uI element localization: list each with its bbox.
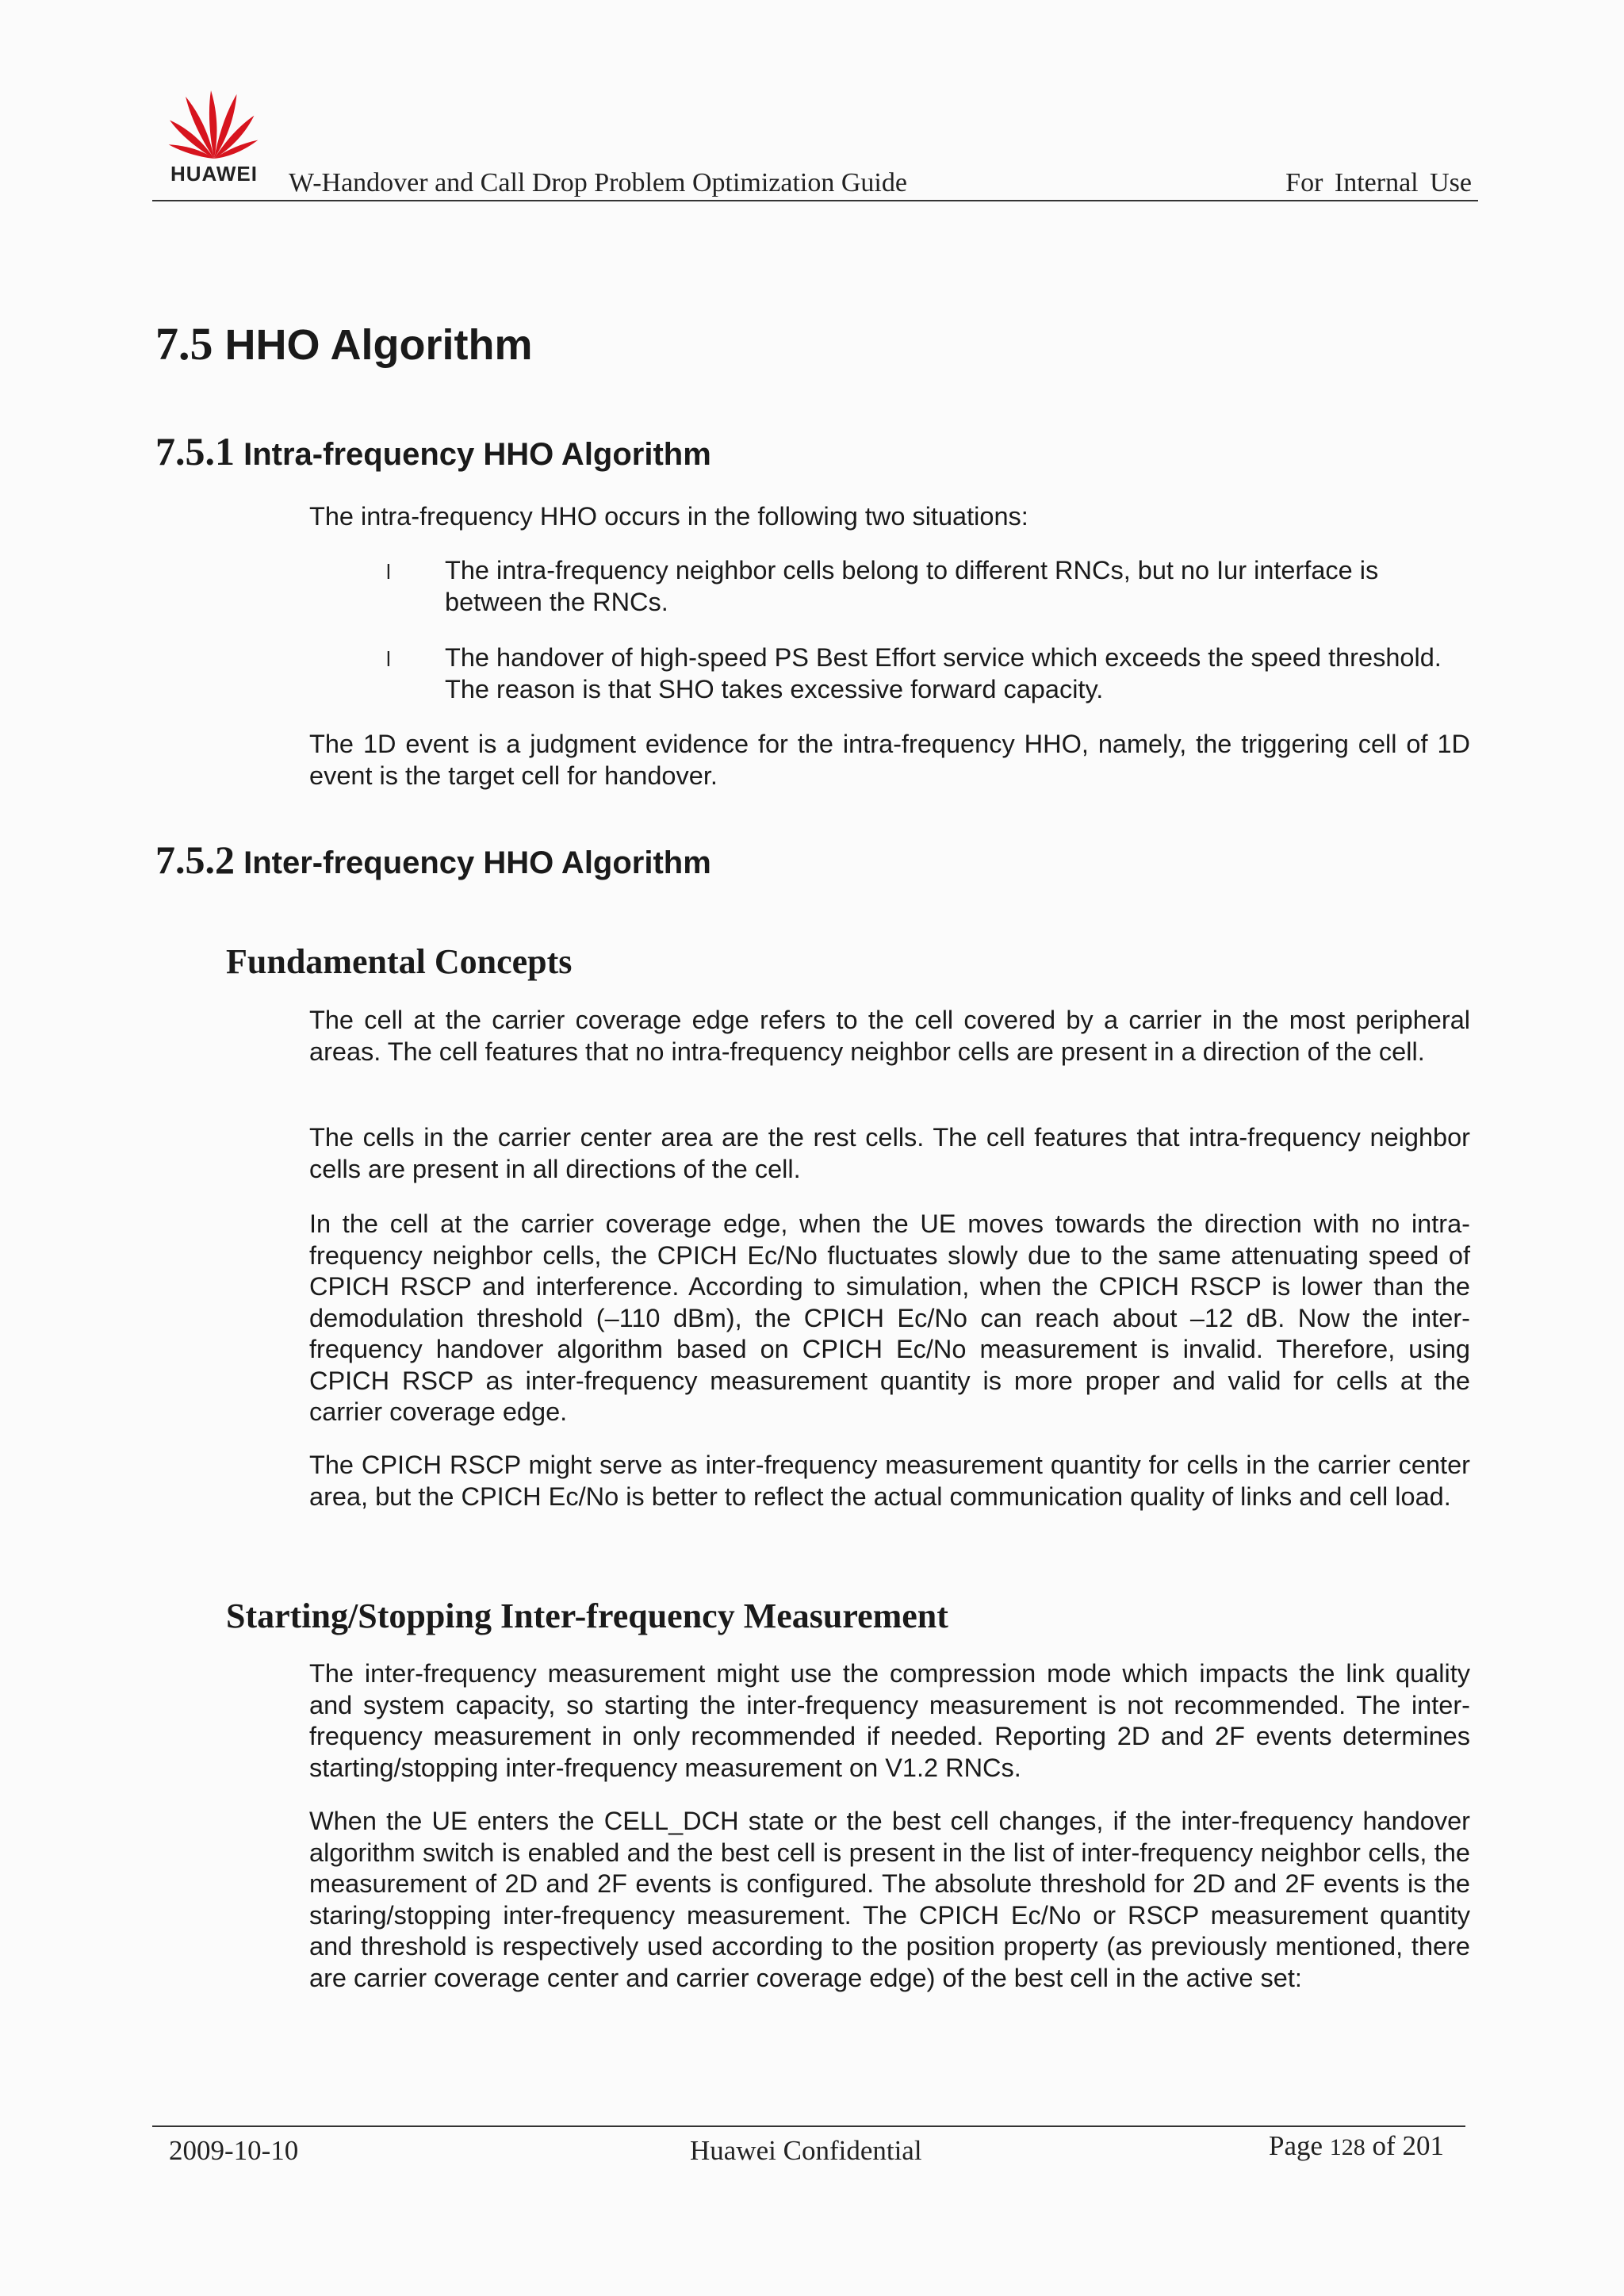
footer-divider: [152, 2125, 1465, 2127]
paragraph: The inter-frequency measurement might use the compression mode which impacts the link quality and system capacity, so starting the inter-frequency measurement is not recommended. The inter-frequency measurement in only recommended if needed. Reporting 2D and 2F events determines starting/stopping inter-frequency measurement on V1.2 RNCs.: [309, 1659, 1470, 1782]
section-number: 7.5: [155, 318, 213, 370]
section-heading: [155, 317, 532, 370]
paragraph: The cells in the carrier center area are the rest cells. The cell features that intra-frequency neighbor cells are present in all directions of the cell.: [309, 1123, 1470, 1183]
subsection-number: 7.5.1: [155, 429, 235, 473]
bullet-icon: l: [386, 647, 391, 671]
subsection-title: Intra-frequency HHO Algorithm: [243, 437, 711, 472]
subsection-heading-intra: [155, 428, 711, 474]
topic-heading: Fundamental Concepts: [226, 942, 573, 981]
classification-label: For Internal Use: [1285, 168, 1472, 197]
paragraph: The CPICH RSCP might serve as inter-frequency measurement quantity for cells in the carrier center area, but the CPICH Ec/No is better to reflect the actual communication quality of links and cell load.: [309, 1451, 1470, 1511]
list-item: The intra-frequency neighbor cells belong to different RNCs, but no Iur interface is between the RNCs.: [445, 556, 1379, 616]
logo-text: HUAWEI: [170, 162, 258, 186]
huawei-logo-icon: [159, 82, 270, 162]
paragraph: The cell at the carrier coverage edge refers to the cell covered by a carrier in the most peripheral areas. The cell features that no intra-frequency neighbor cells are present in a direction of the cell.: [309, 1006, 1470, 1066]
topic-heading: Starting/Stopping Inter-frequency Measurement: [226, 1596, 948, 1635]
section-title: HHO Algorithm: [224, 321, 533, 369]
paragraph: In the cell at the carrier coverage edge, when the UE moves towards the direction with no intra-frequency neighbor cells, the CPICH Ec/No fluctuates slowly due to the same attenuating speed of CPICH RSCP and interference. According to simulation, when the CPICH RSCP is lower than the demodulation threshold (–110 dBm), the CPICH Ec/No can reach about –12 dB. Now the inter-frequency handover algorithm based on CPICH Ec/No measurement is invalid. Therefore, using CPICH RSCP as inter-frequency measurement quantity is more proper and valid for cells at the carrier coverage edge.: [309, 1209, 1470, 1426]
bullet-icon: l: [386, 560, 391, 584]
page-of: of: [1372, 2130, 1396, 2161]
subsection-heading-inter: [155, 837, 711, 883]
header-divider: [152, 200, 1478, 201]
footer-date: 2009-10-10: [169, 2135, 299, 2166]
page-number: 128: [1329, 2134, 1365, 2160]
page-prefix: Page: [1269, 2130, 1323, 2161]
page-total: 201: [1402, 2130, 1444, 2161]
paragraph: The 1D event is a judgment evidence for the intra-frequency HHO, namely, the triggering cell of 1D event is the target cell for handover.: [309, 730, 1470, 790]
paragraph: The intra-frequency HHO occurs in the following two situations:: [309, 502, 1028, 531]
huawei-logo: [159, 82, 270, 190]
subsection-title: Inter-frequency HHO Algorithm: [243, 845, 711, 880]
list-item: The handover of high-speed PS Best Effort service which exceeds the speed threshold. The reason is that SHO takes excessive forward capacity.: [445, 643, 1442, 703]
paragraph: When the UE enters the CELL_DCH state or the best cell changes, if the inter-frequency handover algorithm switch is enabled and the best cell is present in the list of inter-frequency neighbor cells, the measurement of 2D and 2F events is configured. The absolute threshold for 2D and 2F events is the staring/stopping inter-frequency measurement. The CPICH Ec/No or RSCP measurement quantity and threshold is respectively used according to the position property (as previously mentioned, there are carrier coverage center and carrier coverage edge) of the best cell in the active set:: [309, 1807, 1470, 1992]
page-indicator: [1269, 2130, 1444, 2162]
document-title: W-Handover and Call Drop Problem Optimization Guide: [289, 168, 907, 197]
subsection-number: 7.5.2: [155, 838, 235, 882]
footer-confidential: Huawei Confidential: [690, 2135, 922, 2166]
